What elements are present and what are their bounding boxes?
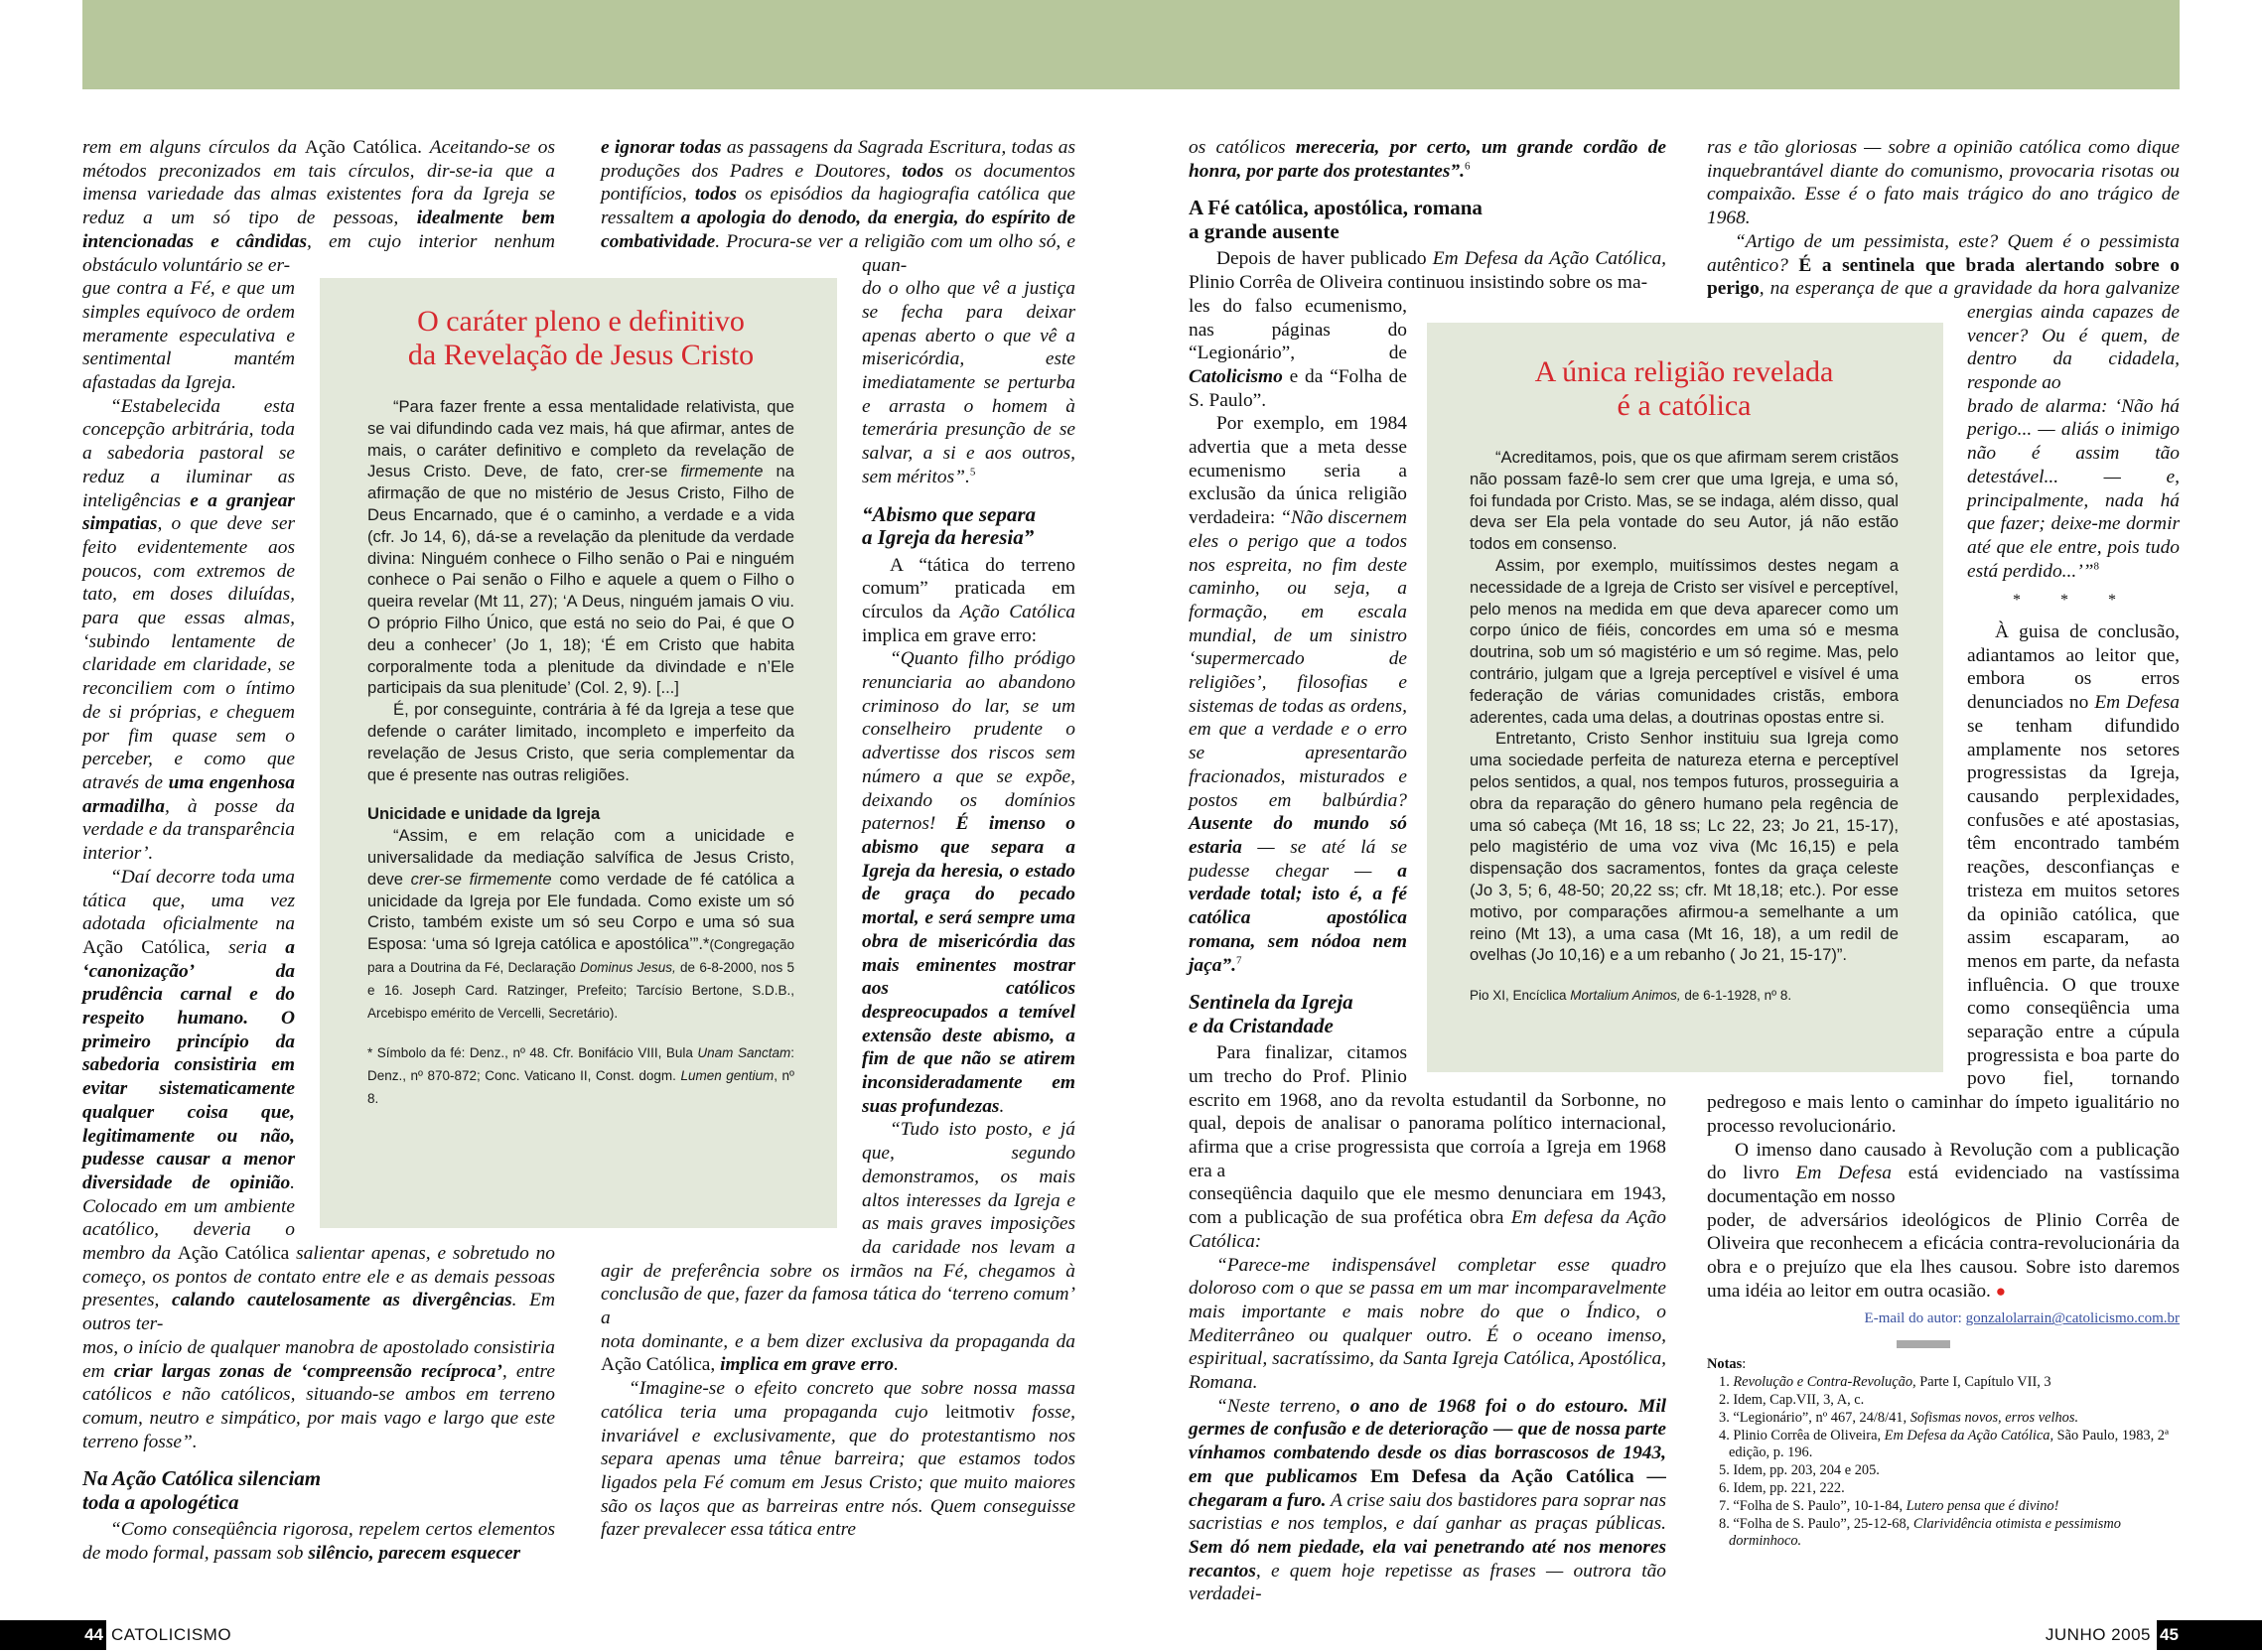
text-run: e ignorar todas (601, 137, 722, 158)
text-run: , o que deve ser feito evidentemente aos poucos, com extremos de tato, em doses diluídas, para que essas almas, ‘subindo lentamente de claridade em claridade, se reconciliem com o íntimo de si próprias, e cheguem por fim quase sem o perceber, e como que através de (82, 513, 295, 793)
text-run: conseqüência daquilo que ele mesmo denunciara em 1943, com a publicação de sua profética obra (1189, 1183, 1666, 1229)
text-run: les do falso ecumenismo, nas páginas do “Legionário”, de (1189, 295, 1407, 364)
note-item (1707, 1410, 2180, 1428)
text-run: Ação Católica. (304, 137, 430, 158)
text-run: Assim, por exemplo, muitíssimos destes negam a necessidade de a Igreja de Cristo ser visível e perceptível, pelo menos na medida em que deva aparecer como um corpo único de fiéis, concordes em uma só e mesma doutrina, sob um só magistério e um só regime. Mas, pelo contrário, julgam que a Igreja perceptível e visível é uma federação de várias comunidades cristãs, embora aderentes, cada uma delas, a doutrinas opostas entre si. (1470, 555, 1899, 727)
text-run: . Em outros ter- (82, 1290, 555, 1335)
column-4-bottom (1707, 1209, 2180, 1304)
text-run: mos, o início de qualquer manobra de apostolado consistiria em (82, 1336, 555, 1382)
text-run: “Assim, e em relação com a unicidade e universalidade da mediação salvífica de Jesus Cristo, deve (367, 826, 794, 889)
page-number: 44 (84, 1625, 103, 1644)
text-run: “Quanto filho pródigo renunciaria ao abandono criminoso do lar, se um conselheiro prudente o advertisse dos riscos sem número a que se expõe, deixando os domínios paternos! (862, 648, 1075, 835)
note-item (1707, 1428, 2180, 1463)
text-run: Ação Católica, (82, 936, 229, 958)
text-run: . (999, 1095, 1005, 1117)
text-run: Dominus Jesus, (580, 959, 676, 975)
text-run: criar largas zonas de ‘compreensão recíproca’ (113, 1360, 502, 1382)
end-mark-icon: ● (1995, 1281, 2007, 1301)
heading-line: Unicidade e unidade da Igreja (367, 804, 601, 824)
text-run: Em Defesa da Ação Católica, (1884, 1427, 2054, 1444)
heading-line: e da Cristandade (1189, 1013, 1334, 1037)
text-run: todos (694, 184, 737, 206)
text-run: está evidenciado na vastíssima documentação em nosso (1707, 1163, 2180, 1207)
text-run: seria (228, 936, 286, 958)
box-title (367, 305, 794, 372)
text-run: todos (902, 160, 944, 182)
text-run: Ação Católica (959, 601, 1075, 622)
box-wrap-spacer (1707, 307, 1967, 1084)
text-run: “Como conseqüência rigorosa, repelem certos elementos de modo formal, passam sob (82, 1519, 555, 1565)
author-email (1707, 1308, 2180, 1328)
magazine-title: CATOLICISMO (111, 1625, 232, 1644)
text-run: : (1742, 1356, 1747, 1373)
text-run: . Colocado em um ambiente acatólico, deveria o membro da (82, 1171, 295, 1265)
text-run: A “tática do terreno comum” praticada em círculos da (862, 554, 1075, 622)
box-title-line: A única religião revelada (1534, 355, 1834, 388)
text-run: “Imagine-se o efeito concreto que sobre nossa massa católica teria uma propaganda cujo (601, 1378, 1075, 1423)
column-1-bottom (82, 1336, 555, 1566)
text-run: (Congregação para a Doutrina da Fé, Declaração (367, 937, 794, 975)
text-run: “Para fazer frente a essa mentalidade relativista, que se vai difundindo cada vez mais, há que afirmar, antes de mais, o caráter definitivo e completo da revelação de Jesus Cristo. Deve, de fato, crer-se (367, 397, 794, 482)
paragraph (367, 396, 794, 699)
text-run: , na esperança de que a gravidade da hora galvanize energias ainda capazes de vencer? Ou é quem, de dentro da cidadela, responde ao (1759, 278, 2180, 394)
text-run: Em Defesa (1795, 1163, 1893, 1184)
text-run: de 6-1-1928, nº 8. (1680, 988, 1792, 1004)
heading-line: a grande ausente (1189, 218, 1340, 243)
text-run: brado de alarma: ‘Não há perigo... — aliás o inimigo não é assim tão detestável... — e, principalmente, nada há que fazer; deixe-me dormir até que ele entre, pois tudo está perdido...’” (1967, 395, 2180, 582)
paragraph (601, 1330, 1075, 1377)
issue-date: JUNHO 2005 (2045, 1625, 2151, 1644)
text-run: crer-se firmemente (410, 869, 552, 889)
paragraph (367, 699, 794, 785)
text-run: 5. Idem, pp. 203, 204 e 205. (1719, 1462, 1880, 1479)
heading-line: Sentinela da Igreja (1189, 990, 1353, 1015)
page-number-left (0, 1620, 106, 1650)
section-heading (1189, 197, 1666, 243)
text-run: e da “Folha de S. Paulo”. (1189, 365, 1407, 411)
text-run: São Paulo, 1983, 2ª edição, p. 196. (1729, 1427, 2169, 1461)
text-run: Revolução e Contra-Revolução, (1733, 1374, 1916, 1391)
text-run: rem em alguns círculos da (82, 137, 305, 158)
note-item (1707, 1392, 2180, 1410)
text-run: 6. Idem, pp. 221, 222. (1719, 1480, 1845, 1497)
text-run: O imenso dano causado à Revolução com a publicação do livro (1707, 1139, 2180, 1184)
text-run: a apologia do denodo, da energia, do espírito de combatividade (601, 207, 1076, 252)
column-4 (1707, 136, 2180, 1551)
text-run: Mortalium Animos, (1570, 988, 1681, 1004)
text-run: silêncio, parecem esquecer (308, 1543, 521, 1565)
text-run: 7. “Folha de S. Paulo”, 10-1-84, (1719, 1497, 1907, 1514)
text-run: nota dominante, e a bem dizer exclusiva da propaganda da (601, 1330, 1075, 1352)
paragraph (1189, 247, 1666, 294)
text-run: , em cujo interior nenhum obstáculo voluntário se er- (82, 230, 555, 276)
text-run: Entretanto, Cristo Senhor instituiu sua Igreja como uma sociedade perfeita de natureza eterna e perceptível pelos sentidos, a qual, nos tempos futuros, prosseguiria a obra da reparação do gênero humano pela regência de uma só cabeça (Mt 16, 18 ss; Lc 22, 23; Jo 21, 15-17), pelo magistério de uma voz viva (Mc 16,15) e pela dispensação dos sacramentos, fontes da graça celeste (Jo 3, 5; 6, 48-50; 20,22 ss; cfr. Mt 18,18; etc.). Por esse motivo, por comparações afirmou-a semelhante a um reino (Mt 13), a uma casa (Mt 16, 18), a um redil de ovelhas (Jo 10,16) e a um rebanho ( Jo 21, 15-17)”. (1470, 729, 1899, 965)
text-run: 8. “Folha de S. Paulo”, 25-12-68, (1719, 1515, 1913, 1532)
text-run: . (894, 1354, 899, 1376)
text-run: — se até lá se pudesse chegar — (1189, 836, 1407, 882)
text-run: como verdade de fé católica a unicidade da Igreja por Ele fundada. Como existe um só Cristo, também existe um só seu Corpo e uma só sua Esposa: ‘uma só Igreja católica e apostólica’”.* (367, 869, 795, 954)
text-run: implica em grave erro (720, 1354, 895, 1376)
text-run: Lutero pensa que é divino! (1906, 1497, 2059, 1514)
text-run: firmemente (680, 462, 764, 482)
text-run: o ano de 1968 foi o do estouro. Mil germes de confusão e de deterioração — que de nossa parte vínhamos combatendo desde os dias borrascosos de 1943, em que publicamos (1189, 1395, 1666, 1487)
text-run: — chegaram a furo. (1189, 1465, 1666, 1511)
text-run: os documentos pontifícios, (601, 160, 1075, 206)
email-link[interactable]: gonzalolarrain@catolicismo.com.br (1965, 1310, 2180, 1327)
text-run: e a granjear simpatias (82, 489, 295, 535)
footnote-ref: 6 (1464, 160, 1471, 173)
text-run: fosse, invariável e exclusivamente, que do protestantismo nos separa apenas uma tênue barreira; que estamos todos ligados pela Fé comum em Jesus Cristo; que muito maiores são os laços que as barreiras entre nós. Quem conseguisse fazer prevalecer essa tática entre (601, 1401, 1075, 1541)
note-item (1707, 1462, 2180, 1480)
text-run: Clarividência otimista e pessimismo dorminhoco. (1729, 1515, 2121, 1550)
footnote-ref: 5 (969, 466, 976, 479)
text-run: “Artigo de um pessimista, este? Quem é o pessimista autêntico? (1707, 230, 2180, 276)
text-run: A crise saiu dos bastidores para soprar nas sacristias e nos templos, e daí ganhar as praças públicas. (1189, 1489, 1666, 1535)
text-run: , entre católicos e não católicos, situando-se ambos em terreno comum, neutro e simpático, por mais vago e largo que este terreno fosse”. (82, 1360, 555, 1452)
text-run: Plinio Corrêa de Oliveira continuou insistindo sobre os ma- (1189, 272, 1648, 294)
text-run: 1. (1719, 1374, 1734, 1391)
text-run: Em Defesa da Ação Católica, (1432, 248, 1666, 270)
text-run: as passagens da Sagrada Escritura, todas as produções dos Padres e Doutores, (601, 137, 1076, 182)
text-run: Lumen gentium (680, 1068, 775, 1084)
column-3-bottom (1189, 1182, 1666, 1606)
text-run: Unam Sanctam (697, 1045, 791, 1061)
text-run: “Estabelecida esta concepção arbitrária, toda a sabedoria pastoral se reduz a iluminar as inteligências (82, 395, 295, 511)
heading-line: toda a apologética (82, 1489, 239, 1514)
paragraph (1189, 1182, 1666, 1253)
page-footer (0, 1620, 2262, 1650)
paragraph (367, 825, 794, 1024)
text-run: do o olho que vê a justiça se fecha para deixar apenas aberto o que vê a misericórdia, este imediatamente se perturba e arrasta o homem à temerária presunção de se salvar, a si e aos outros, sem méritos”. (862, 278, 1075, 487)
text-run: , nº 8. (367, 1068, 794, 1106)
paragraph (82, 1518, 555, 1565)
text-run: Em defesa da Ação Católica: (1189, 1207, 1666, 1252)
text-run: , e quem hoje repetisse as frases — outrora tão verdadei- (1189, 1560, 1666, 1605)
divider (1897, 1340, 1950, 1348)
paragraph (1707, 1209, 2180, 1304)
paragraph (1707, 1139, 2180, 1209)
text-run: Em Defesa da Ação Católica (1369, 1465, 1634, 1487)
text-run: “Daí decorre toda uma tática que, uma vez adotada oficialmente na (82, 866, 295, 935)
text-run: se tenham difundido amplamente nos setores progressistas da Igreja, causando perplexidades, confusões e até apostasias, têm encontrado também reações, desconfianças e tristeza em muitos setores da opinião católica, que assim escaparam, ao menos em parte, da nefasta influência. O que trouxe como conseqüência uma separação entre a cúpula progressista e boa parte do povo fiel, tornando pedregoso e mais lento o caminhar do ímpeto igualitário no processo revolucionário. (1707, 715, 2180, 1137)
text-run: Ausente do mundo só estaria (1189, 813, 1407, 858)
text-run: salientar apenas, e sobretudo no começo, os pontos de contato entre ele e as demais pessoas presentes, (82, 1243, 555, 1311)
text-run: os católicos (1189, 137, 1296, 158)
text-run: implica em grave erro: (862, 624, 1038, 646)
text-run: : Denz., nº 870-872; Conc. Vaticano II, Const. dogm. (367, 1045, 794, 1084)
text-run: a verdade total; isto é, a fé católica apostólica romana, sem nódoa nem jaça”. (1189, 860, 1407, 976)
footnote-ref: 8 (2093, 560, 2099, 573)
paragraph (367, 1041, 794, 1109)
text-run: ras e tão gloriosas — sobre a opinião católica como dique inquebrantável diante do comunismo, provocaria risotas ou compaixão. Esse é o fato mais trágico do ano trágico de 1968. (1707, 137, 2180, 229)
paragraph (1707, 1356, 2180, 1374)
text-run: na afirmação de que no mistério de Jesus Cristo, Filho de Deus Encarnado, que é o caminho, a verdade e a vida (cfr. Jo 14, 6), dá-se a revelação da plenitude da verdade divina: Ninguém conhece o Filho senão o Pai e ninguém conhece o Pai senão o Filho e aquele a quem o Filho o queira revelar (Mt 11, 27); ‘A Deus, ninguém jamais O viu. O próprio Filho Único, que está no seio do Pai, é que O deu a conhecer’ (Jo 1, 18); ‘É em Cristo que habita corporalmente toda a plenitude da divindade e n’Ele participais da sua plenitude’ (Col. 2, 9). [...] (367, 462, 794, 698)
column-3-top (1189, 136, 1666, 295)
section-heading (367, 803, 794, 825)
paragraph (1707, 136, 2180, 230)
heading-line: a Igreja da heresia” (862, 525, 1035, 550)
note-item (1707, 1498, 2180, 1516)
text-run: Sem dó nem piedade, ela vai penetrando até nos menores recantos (1189, 1536, 1666, 1582)
paragraph (1189, 1395, 1666, 1606)
page-number-right (2157, 1620, 2262, 1650)
text-run: Pio XI, Encíclica (1470, 988, 1571, 1004)
paragraph (1189, 136, 1666, 183)
text-run: Em Defesa (2094, 692, 2180, 714)
page-number: 45 (2160, 1625, 2179, 1644)
text-run: 4. Plinio Corrêa de Oliveira, (1719, 1427, 1885, 1444)
text-run: “Acreditamos, pois, que os que afirmam serem cristãos não possam fazê-lo sem crer que uma Igreja, e uma só, foi fundada por Cristo. Mas, se se indaga, além disso, qual deva ser Ela pela vontade do seu Autor, já não estão todos em consenso. (1470, 448, 1899, 554)
text-run: Aceitando-se os métodos preconizados em tais círculos, dir-se-ia que a imensa variedade das almas existentes fora da Igreja se reduz a um só tipo de pessoas, (82, 137, 555, 229)
text-run: Catolicismo (1189, 365, 1283, 387)
text-run: * Símbolo da fé: Denz., nº 48. Cfr. Bonifácio VIII, Bula (367, 1045, 698, 1061)
heading-line: “Abismo que separa (862, 501, 1037, 526)
text-run: É, por conseguinte, contrária à fé da Igreja a tese que defende o caráter limitado, incompleto e imperfeito da revelação de Jesus Cristo, que seria complementar da que é presente nas outras religiões. (367, 700, 794, 784)
box-title-line: é a católica (1617, 389, 1752, 422)
text-run: É imenso o abismo que separa a Igreja da heresia, o estado de graça do pecado mortal, e será sempre uma obra de misericórdia das mais eminentes mostrar aos católicos despreocupados a temível extensão deste abismo, a fim de que não se atirem inconsideradamente em suas profundezas (862, 813, 1075, 1117)
text-run: Por exemplo, em 1984 advertia que a meta desse ecumenismo seria a exclusão da única religião verdadeira: (1189, 413, 1407, 529)
text-run: mereceria, por certo, um grande cordão de honra, por parte dos protestantes”. (1189, 137, 1666, 182)
paragraph (1189, 1254, 1666, 1395)
text-run: Notas (1707, 1356, 1743, 1373)
email-label: E-mail do autor: (1864, 1310, 1966, 1327)
text-run: . Procura-se ver a religião com um olho só, e quan- (715, 230, 1075, 276)
text-run: a ‘canonização’ da prudência carnal e do respeito humano. O primeiro princípio da sabedoria consistiria em evitar sistematicamente qualquer coisa que, legitimamente ou não, pudesse causar a menor diversidade de opinião (82, 936, 295, 1193)
text-run: Sofismas novos, erros velhos. (1909, 1409, 2079, 1426)
text-run: calando cautelosamente as divergências (171, 1290, 512, 1311)
text-run: , à posse da verdade e da transparência interior’. (82, 795, 295, 865)
box-body-revelacao (367, 396, 794, 1110)
text-run: Ação Católica (177, 1243, 297, 1265)
paragraph (601, 1377, 1075, 1542)
section-heading (82, 1467, 555, 1514)
text-run: gue contra a Fé, e que um simples equívoco de ordem meramente especulativa e sentimental mantém afastadas da Igreja. (82, 278, 295, 394)
header-color-band (82, 0, 2180, 89)
footnote-ref: 7 (1235, 954, 1242, 967)
heading-line: Na Ação Católica silenciam (82, 1466, 322, 1491)
box-title-line: da Revelação de Jesus Cristo (407, 339, 755, 371)
box-title-line: O caráter pleno e definitivo (417, 305, 745, 338)
text-run: “Não discernem eles o perigo que a todos nos espreita, no fim deste caminho, ou seja, a formação, em escala mundial, de um sinistro ‘supermercado de religiões’, filosofias e sistemas de todas as ordens, em que a verdade e o erro se apresentarão fracionados, misturados e postos em balbúrdia? (1189, 507, 1407, 811)
column-2-bottom (601, 1330, 1075, 1542)
text-run: uma engenhosa armadilha (82, 771, 295, 817)
note-item (1707, 1516, 2180, 1552)
text-run: poder, de adversários ideológicos de Plinio Corrêa de Oliveira que reconhecem a eficácia contra-revolucionária da obra e o prejuízo que ela lhes causou. Sobre isto daremos uma idéia ao leitor em outra ocasião. (1707, 1209, 2180, 1302)
text-run: “Neste terreno, (1216, 1395, 1350, 1417)
text-run: “Tudo isto posto, e já que, segundo demonstramos, os mais altos interesses da Igreja e as mais graves imposições da caridade nos levam a agir de preferência sobre os irmãos na Fé, chegamos à conclusão de que, fazer da famosa tática do ‘terreno comum’ a (601, 1119, 1075, 1329)
paragraph (82, 1336, 555, 1454)
text-run: 3. “Legionário”, nº 467, 24/8/41, (1719, 1409, 1910, 1426)
text-run: 2. Idem, Cap.VII, 3, A, c. (1719, 1392, 1865, 1409)
note-item (1707, 1480, 2180, 1498)
note-item (1707, 1374, 2180, 1392)
text-run: de 6-8-2000, nos 5 e 16. Joseph Card. Ratzinger, Prefeito; Tarcísio Bertone, S.D.B., Arcebispo emérito de Vercelli, Secretário). (367, 959, 794, 1021)
text-run: idealmente bem intencionadas e cândidas (82, 207, 555, 252)
text-run: Para finalizar, citamos um trecho do Prof. Plinio escrito em 1968, ano da revolta estudantil da Sorbonne, no qual, depois de analisar o panorama político internacional, afirma que a crise progressista que corroía a Igreja em 1968 era a (1189, 1042, 1666, 1181)
text-run: É a sentinela que brada alertando sobre o perigo (1707, 254, 2181, 300)
text-run: À guisa de conclusão, adiantamos ao leitor que, embora os erros denunciados no (1967, 621, 2180, 714)
text-run: os episódios da hagiografia católica que ressaltem (601, 184, 1075, 229)
sidebar-box-revelacao (320, 278, 837, 1228)
text-run: Depois de haver publicado (1216, 248, 1433, 270)
section-separator: * * * (2013, 592, 2134, 610)
text-run: leitmotiv (944, 1401, 1015, 1423)
notes-list (1707, 1356, 2180, 1551)
heading-line: A Fé católica, apostólica, romana (1189, 196, 1483, 220)
text-run: “Parece-me indispensável completar esse quadro doloroso com o que se passa em um mar incomparavelmente mais importante e mais nobre do que o Índico, o Mediterrâneo ou qualquer outro. É o oceano imenso, espiritual, sacratíssimo, da Santa Igreja Católica, Apostólica, Romana. (1189, 1254, 1666, 1394)
text-run: Parte I, Capítulo VII, 3 (1915, 1374, 2051, 1391)
text-run: Ação Católica, (601, 1354, 721, 1376)
